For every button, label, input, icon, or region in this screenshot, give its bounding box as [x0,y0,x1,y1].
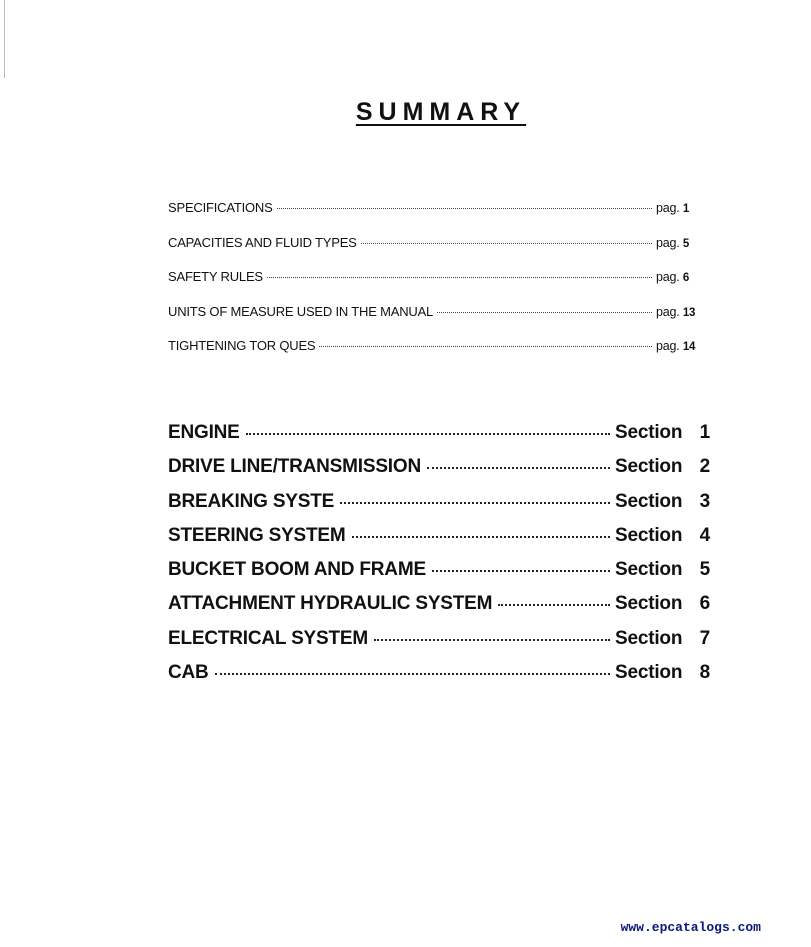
section-label: BUCKET BOOM AND FRAME [168,559,426,581]
section-row [168,628,710,662]
dot-leader [432,570,610,572]
front-matter-row [168,200,708,235]
section-row [168,593,710,627]
section-row [168,422,710,456]
page-title: SUMMARY [355,98,527,126]
section-label: DRIVE LINE/TRANSMISSION [168,456,421,478]
dot-leader [374,639,610,641]
dot-leader [246,433,610,435]
front-matter-label: CAPACITIES AND FLUID TYPES [168,234,357,250]
dot-leader [437,312,652,313]
section-reference: Section 4 [615,524,710,546]
dot-leader [352,536,610,538]
section-reference: Section 3 [615,490,710,512]
front-matter-label: SPECIFICATIONS [168,200,273,215]
page-reference: pag. 14 [656,339,696,353]
front-matter-row [168,338,708,373]
section-reference: Section 2 [615,456,710,478]
section-reference: Section 7 [615,627,710,649]
front-matter-label: TIGHTENING TOR QUES [168,338,316,353]
section-list [168,422,710,696]
section-row [168,525,710,559]
section-label: STEERING SYSTEM [168,524,346,546]
section-label: ENGINE [168,422,240,443]
page-edge-line [4,0,5,78]
section-row [168,662,710,696]
section-label: CAB [168,662,209,684]
front-matter-row [168,304,708,339]
page-reference: pag. 13 [656,304,696,319]
section-label: ATTACHMENT HYDRAULIC SYSTEM [168,593,493,615]
dot-leader [427,467,610,469]
front-matter-label: UNITS OF MEASURE USED IN THE MANUAL [168,303,434,319]
section-row [168,456,710,490]
dot-leader [340,502,610,504]
front-matter-row [168,235,708,270]
dot-leader [319,346,652,347]
dot-leader [267,277,652,278]
front-matter-row [168,269,708,304]
section-reference: Section 8 [615,662,710,684]
section-reference: Section 1 [615,422,710,443]
dot-leader [277,208,652,209]
front-matter-label: SAFETY RULES [168,269,263,284]
section-reference: Section 5 [615,559,710,581]
watermark-text: www.epcatalogs.com [620,920,761,935]
section-label: ELECTRICAL SYSTEM [168,627,368,649]
page-reference: pag. 5 [656,235,690,250]
dot-leader [215,673,610,675]
section-label: BREAKING SYSTE [168,490,335,512]
front-matter-list [168,200,708,373]
section-row [168,491,710,525]
page-reference: pag. 6 [656,270,690,284]
dot-leader [498,604,610,606]
page-reference: pag. 1 [656,201,690,215]
dot-leader [361,243,652,244]
section-row [168,559,710,593]
section-reference: Section 6 [615,593,710,615]
